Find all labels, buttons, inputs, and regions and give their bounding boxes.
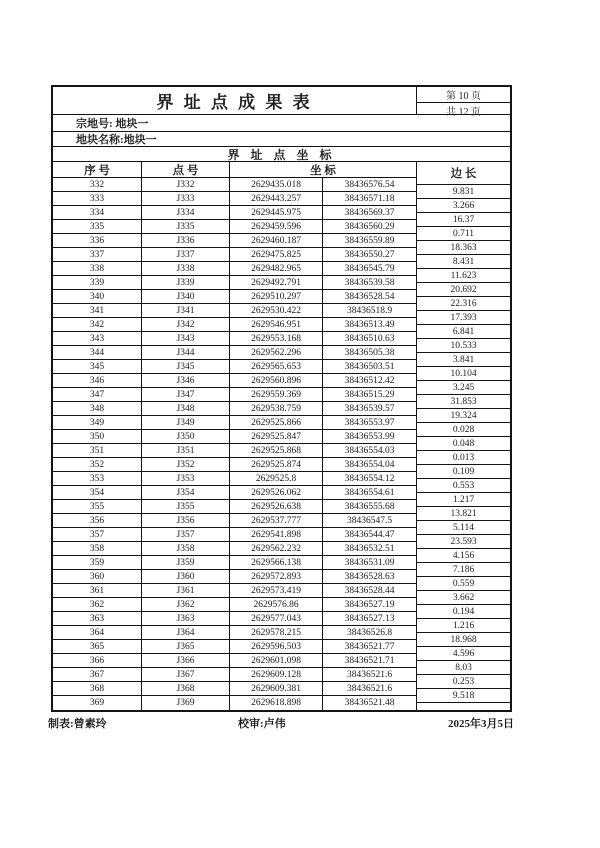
y-coordinate-cell: 38436539.57 (344, 403, 395, 414)
seq-cell: 334 (53, 206, 142, 219)
y-coordinate-cell: 38436521.6 (346, 669, 393, 680)
side-length-cell: 18.968 (417, 633, 510, 647)
x-coordinate-cell: 2629562.296 (230, 346, 323, 359)
column-header-coord: 坐 标 (310, 164, 336, 177)
side-length-cell: 8.03 (417, 661, 510, 675)
table-row (53, 374, 416, 388)
y-coordinate-cell: 38436539.58 (344, 277, 395, 288)
side-length-cell: 7.186 (417, 563, 510, 577)
side-length-cell: 20.692 (417, 283, 510, 297)
point-cell: J333 (142, 192, 230, 205)
point-cell: J340 (142, 290, 230, 303)
point-cell: J366 (142, 654, 230, 667)
x-coordinate-cell: 2629537.777 (230, 514, 323, 527)
seq-cell: 357 (53, 528, 142, 541)
x-coordinate-cell: 2629576.86 (230, 598, 323, 611)
side-length-cell: 0.013 (417, 451, 510, 465)
results-table (51, 85, 512, 712)
side-length-cell: 18.363 (417, 241, 510, 255)
x-coordinate-cell: 2629525.847 (230, 430, 323, 443)
y-coordinate-cell: 38436576.54 (344, 179, 395, 190)
point-cell: J337 (142, 248, 230, 261)
coordinate-grid (53, 162, 416, 710)
footer (48, 715, 514, 731)
table-row (53, 388, 416, 402)
point-cell: J362 (142, 598, 230, 611)
side-length-cell: 23.593 (417, 535, 510, 549)
side-length-cell: 31.853 (417, 395, 510, 409)
point-cell: J334 (142, 206, 230, 219)
page-current-label: 第 10 页 (417, 87, 510, 103)
x-coordinate-cell: 2629538.759 (230, 402, 323, 415)
y-coordinate-cell: 38436559.89 (344, 235, 395, 246)
page-title: 界 址 点 成 果 表 (156, 93, 313, 112)
seq-cell: 366 (53, 654, 142, 667)
point-cell: J348 (142, 402, 230, 415)
y-coordinate-cell: 38436554.12 (344, 473, 395, 484)
side-length-cell: 11.623 (417, 269, 510, 283)
table-row (53, 360, 416, 374)
table-row (53, 444, 416, 458)
y-coordinate-cell: 38436569.37 (344, 207, 395, 218)
table-row (53, 430, 416, 444)
section-header-label: 界 址 点 坐 标 (227, 147, 336, 162)
table-row (53, 458, 416, 472)
table-row (53, 332, 416, 346)
seq-cell: 332 (53, 178, 142, 191)
seq-cell: 336 (53, 234, 142, 247)
seq-cell: 355 (53, 500, 142, 513)
x-coordinate-cell: 2629546.951 (230, 318, 323, 331)
table-row (53, 542, 416, 556)
seq-cell: 361 (53, 584, 142, 597)
table-main (53, 162, 510, 710)
seq-cell: 335 (53, 220, 142, 233)
x-coordinate-cell: 2629525.8 (230, 472, 323, 485)
page-number-box (416, 87, 510, 118)
side-length-cell: 0.028 (417, 423, 510, 437)
table-row (53, 584, 416, 598)
point-cell: J358 (142, 542, 230, 555)
table-row (53, 640, 416, 654)
y-coordinate-cell: 38436532.51 (344, 543, 395, 554)
x-coordinate-cell: 2629530.422 (230, 304, 323, 317)
table-row (53, 346, 416, 360)
point-cell: J336 (142, 234, 230, 247)
side-length-cell: 9.831 (417, 185, 510, 199)
side-length-filler (417, 703, 510, 710)
seq-cell: 367 (53, 668, 142, 681)
x-coordinate-cell: 2629525.868 (230, 444, 323, 457)
point-cell: J338 (142, 262, 230, 275)
seq-cell: 359 (53, 556, 142, 569)
point-cell: J346 (142, 374, 230, 387)
seq-cell: 369 (53, 696, 142, 710)
table-row (53, 192, 416, 206)
seq-cell: 347 (53, 388, 142, 401)
x-coordinate-cell: 2629445.975 (230, 206, 323, 219)
side-length-cell: 10.533 (417, 339, 510, 353)
side-length-cell: 0.194 (417, 605, 510, 619)
side-length-cell: 3.266 (417, 199, 510, 213)
y-coordinate-cell: 38436518.9 (346, 305, 393, 316)
seq-cell: 362 (53, 598, 142, 611)
x-coordinate-cell: 2629475.825 (230, 248, 323, 261)
seq-cell: 352 (53, 458, 142, 471)
y-coordinate-cell: 38436515.29 (344, 389, 395, 400)
x-coordinate-cell: 2629559.369 (230, 388, 323, 401)
x-coordinate-cell: 2629596.503 (230, 640, 323, 653)
parcel-number-label: 宗地号: 地块一 (76, 118, 149, 130)
point-cell: J359 (142, 556, 230, 569)
y-coordinate-cell: 38436553.99 (344, 431, 395, 442)
table-row (53, 654, 416, 668)
point-cell: J339 (142, 276, 230, 289)
point-cell: J364 (142, 626, 230, 639)
point-cell: J355 (142, 500, 230, 513)
point-cell: J347 (142, 388, 230, 401)
seq-cell: 342 (53, 318, 142, 331)
preparer-label: 制表:曾素玲 (48, 718, 107, 730)
seq-cell: 341 (53, 304, 142, 317)
title-row (53, 87, 510, 118)
y-coordinate-cell: 38436544.47 (344, 529, 395, 540)
table-row (53, 472, 416, 486)
x-coordinate-cell: 2629541.898 (230, 528, 323, 541)
table-row (53, 570, 416, 584)
table-row (53, 304, 416, 318)
point-cell: J360 (142, 570, 230, 583)
x-coordinate-cell: 2629526.638 (230, 500, 323, 513)
y-coordinate-cell: 38436545.79 (344, 263, 395, 274)
column-header-side: 边 长 (417, 162, 510, 185)
side-length-cell: 3.245 (417, 381, 510, 395)
y-coordinate-cell: 38436503.51 (344, 361, 395, 372)
seq-cell: 333 (53, 192, 142, 205)
y-coordinate-cell: 38436527.13 (344, 613, 395, 624)
seq-cell: 337 (53, 248, 142, 261)
point-cell: J350 (142, 430, 230, 443)
side-length-cell: 4.156 (417, 549, 510, 563)
side-length-cell: 0.253 (417, 675, 510, 689)
x-coordinate-cell: 2629618.898 (230, 696, 323, 710)
seq-cell: 340 (53, 290, 142, 303)
point-cell: J365 (142, 640, 230, 653)
table-row (53, 514, 416, 528)
x-coordinate-cell: 2629572.893 (230, 570, 323, 583)
x-coordinate-cell: 2629459.596 (230, 220, 323, 233)
seq-cell: 338 (53, 262, 142, 275)
x-coordinate-cell: 2629573.419 (230, 584, 323, 597)
y-coordinate-cell: 38436528.54 (344, 291, 395, 302)
side-length-cell: 0.559 (417, 577, 510, 591)
x-coordinate-cell: 2629562.232 (230, 542, 323, 555)
seq-cell: 339 (53, 276, 142, 289)
table-row (53, 598, 416, 612)
y-coordinate-cell: 38436554.04 (344, 459, 395, 470)
x-coordinate-cell: 2629601.098 (230, 654, 323, 667)
side-length-cell: 4.596 (417, 647, 510, 661)
side-length-cell: 0.048 (417, 437, 510, 451)
point-cell: J353 (142, 472, 230, 485)
table-row (53, 612, 416, 626)
side-length-cell: 22.316 (417, 297, 510, 311)
table-row (53, 528, 416, 542)
table-row (53, 248, 416, 262)
y-coordinate-cell: 38436521.48 (344, 698, 395, 708)
y-coordinate-cell: 38436528.44 (344, 585, 395, 596)
seq-cell: 356 (53, 514, 142, 527)
x-coordinate-cell: 2629609.381 (230, 682, 323, 695)
y-coordinate-cell: 38436512.42 (344, 375, 395, 386)
point-cell: J352 (142, 458, 230, 471)
point-cell: J344 (142, 346, 230, 359)
side-length-cell: 0.109 (417, 465, 510, 479)
side-length-cell: 16.37 (417, 213, 510, 227)
point-cell: J363 (142, 612, 230, 625)
y-coordinate-cell: 38436547.5 (346, 515, 393, 526)
point-cell: J332 (142, 178, 230, 191)
point-cell: J349 (142, 416, 230, 429)
seq-cell: 345 (53, 360, 142, 373)
table-row (53, 234, 416, 248)
x-coordinate-cell: 2629525.866 (230, 416, 323, 429)
date-label: 2025年3月5日 (448, 718, 514, 730)
table-row (53, 556, 416, 570)
table-row (53, 262, 416, 276)
point-cell: J368 (142, 682, 230, 695)
side-length-cell: 0.711 (417, 227, 510, 241)
table-row (53, 682, 416, 696)
seq-cell: 365 (53, 640, 142, 653)
y-coordinate-cell: 38436560.29 (344, 221, 395, 232)
side-length-cell: 9.518 (417, 689, 510, 703)
y-coordinate-cell: 38436521.6 (346, 683, 393, 694)
parcel-name-label: 地块名称:地块一 (76, 134, 157, 146)
x-coordinate-cell: 2629492.791 (230, 276, 323, 289)
point-cell: J345 (142, 360, 230, 373)
x-coordinate-cell: 2629560.896 (230, 374, 323, 387)
x-coordinate-cell: 2629566.138 (230, 556, 323, 569)
table-row (53, 486, 416, 500)
table-row (53, 668, 416, 682)
point-cell: J369 (142, 696, 230, 710)
x-coordinate-cell: 2629565.653 (230, 360, 323, 373)
table-row (53, 696, 416, 710)
table-row (53, 402, 416, 416)
seq-cell: 358 (53, 542, 142, 555)
x-coordinate-cell: 2629526.062 (230, 486, 323, 499)
point-cell: J361 (142, 584, 230, 597)
x-coordinate-cell: 2629510.297 (230, 290, 323, 303)
y-coordinate-cell: 38436550.27 (344, 249, 395, 260)
x-coordinate-cell: 2629578.215 (230, 626, 323, 639)
page-total-label: 共 12 页 (446, 107, 481, 118)
point-cell: J342 (142, 318, 230, 331)
x-coordinate-cell: 2629443.257 (230, 192, 323, 205)
column-header-row (53, 162, 416, 178)
seq-cell: 363 (53, 612, 142, 625)
point-cell: J357 (142, 528, 230, 541)
table-row (53, 206, 416, 220)
y-coordinate-cell: 38436505.38 (344, 347, 395, 358)
side-length-cell: 1.217 (417, 493, 510, 507)
y-coordinate-cell: 38436513.49 (344, 319, 395, 330)
x-coordinate-cell: 2629577.043 (230, 612, 323, 625)
y-coordinate-cell: 38436521.71 (344, 655, 395, 666)
point-cell: J343 (142, 332, 230, 345)
side-length-cell: 3.662 (417, 591, 510, 605)
y-coordinate-cell: 38436528.63 (344, 571, 395, 582)
x-coordinate-cell: 2629553.168 (230, 332, 323, 345)
y-coordinate-cell: 38436571.18 (344, 193, 395, 204)
side-length-cell: 17.393 (417, 311, 510, 325)
y-coordinate-cell: 38436510.63 (344, 333, 395, 344)
y-coordinate-cell: 38436555.68 (344, 501, 395, 512)
y-coordinate-cell: 38436526.8 (346, 627, 393, 638)
seq-cell: 348 (53, 402, 142, 415)
x-coordinate-cell: 2629525.874 (230, 458, 323, 471)
column-header-point: 点 号 (142, 162, 230, 177)
seq-cell: 360 (53, 570, 142, 583)
point-cell: J354 (142, 486, 230, 499)
x-coordinate-cell: 2629435.018 (230, 178, 323, 191)
x-coordinate-cell: 2629609.128 (230, 668, 323, 681)
seq-cell: 368 (53, 682, 142, 695)
seq-cell: 349 (53, 416, 142, 429)
y-coordinate-cell: 38436554.03 (344, 445, 395, 456)
side-length-cell: 3.841 (417, 353, 510, 367)
table-row (53, 500, 416, 514)
table-row (53, 416, 416, 430)
y-coordinate-cell: 38436553.97 (344, 417, 395, 428)
y-coordinate-cell: 38436531.09 (344, 557, 395, 568)
side-length-column (416, 162, 510, 710)
side-length-cell: 19.324 (417, 409, 510, 423)
table-row (53, 220, 416, 234)
column-header-seq: 序 号 (53, 162, 142, 177)
seq-cell: 353 (53, 472, 142, 485)
table-row (53, 276, 416, 290)
seq-cell: 350 (53, 430, 142, 443)
seq-cell: 344 (53, 346, 142, 359)
seq-cell: 354 (53, 486, 142, 499)
table-row (53, 626, 416, 640)
side-length-cell: 8.431 (417, 255, 510, 269)
side-length-cell: 5.114 (417, 521, 510, 535)
side-length-cell: 1.216 (417, 619, 510, 633)
reviewer-label: 校审:卢伟 (238, 718, 286, 730)
side-length-cell: 6.841 (417, 325, 510, 339)
side-length-cell: 13.821 (417, 507, 510, 521)
seq-cell: 343 (53, 332, 142, 345)
seq-cell: 351 (53, 444, 142, 457)
section-header (53, 147, 510, 162)
table-row (53, 318, 416, 332)
point-cell: J367 (142, 668, 230, 681)
y-coordinate-cell: 38436521.77 (344, 641, 395, 652)
point-cell: J356 (142, 514, 230, 527)
seq-cell: 364 (53, 626, 142, 639)
point-cell: J351 (142, 444, 230, 457)
x-coordinate-cell: 2629460.187 (230, 234, 323, 247)
seq-cell: 346 (53, 374, 142, 387)
y-coordinate-cell: 38436554.61 (344, 487, 395, 498)
table-row (53, 290, 416, 304)
point-cell: J335 (142, 220, 230, 233)
side-length-cell: 0.553 (417, 479, 510, 493)
x-coordinate-cell: 2629482.965 (230, 262, 323, 275)
table-row (53, 178, 416, 192)
side-length-cell: 10.104 (417, 367, 510, 381)
point-cell: J341 (142, 304, 230, 317)
y-coordinate-cell: 38436527.19 (344, 599, 395, 610)
